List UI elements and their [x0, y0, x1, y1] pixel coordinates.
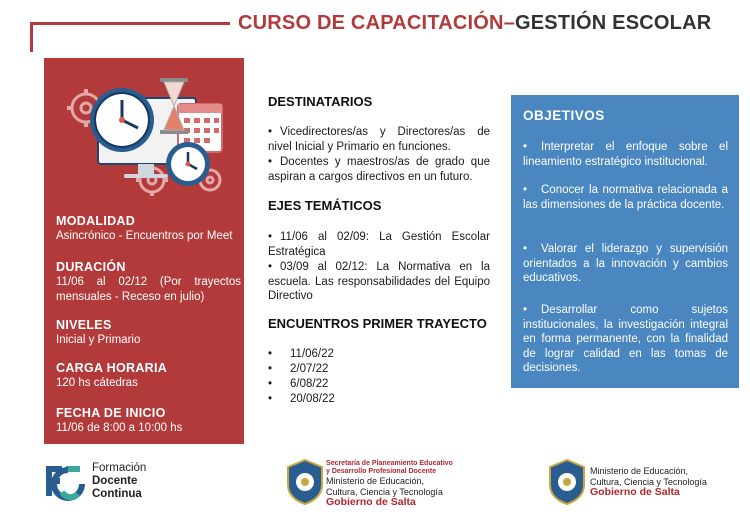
- destinatarios-heading: DESTINATARIOS: [268, 94, 373, 109]
- secretaria-gov: Gobierno de Salta: [326, 496, 416, 508]
- secretaria-small-line2: y Desarrollo Profesional Docente: [326, 468, 437, 475]
- decorative-stripe: [0, 441, 750, 447]
- objetivo-text: Interpretar el enfoque sobre el lineamiento estratégico institucional.: [523, 141, 728, 168]
- bullet: •: [268, 378, 273, 390]
- formacion-docente-logo-icon: [40, 458, 88, 506]
- list-item: [268, 377, 335, 392]
- ministerio-gov: Gobierno de Salta: [590, 486, 680, 498]
- fdc-line1: Formación: [92, 462, 147, 474]
- objetivo-text: Valorar el liderazgo y supervisión orientados a la innovación y cambios educativos.: [523, 243, 728, 284]
- list-item: [268, 347, 335, 362]
- title-dash: –: [503, 12, 516, 34]
- niveles-value: Inicial y Primario: [56, 334, 141, 346]
- salta-coat-of-arms-icon: [286, 459, 324, 505]
- ejes-item: [268, 260, 490, 304]
- bullet: •: [268, 126, 273, 138]
- destinatarios-item-text: Docentes y maestros/as de grado que aspiran a cargos directivos en un futuro.: [268, 156, 490, 183]
- title-part2: GESTIÓN ESCOLAR: [515, 12, 712, 34]
- duracion-value: 11/06 al 02/12 (Por trayectos mensuales - Receso en julio): [56, 276, 241, 303]
- modalidad-value: Asincrónico - Encuentros por Meet: [56, 230, 233, 242]
- objetivos-panel: [511, 95, 739, 388]
- title-part1: CURSO DE CAPACITACIÓN: [238, 12, 504, 34]
- carga-horaria-heading: CARGA HORARIA: [56, 361, 168, 375]
- fecha-inicio-value: 11/06 de 8:00 a 10:00 hs: [56, 422, 183, 434]
- destinatarios-item: [268, 125, 490, 154]
- duracion-section: [56, 260, 241, 305]
- clocks-illustration-icon: [60, 68, 230, 208]
- fdc-line2: Docente: [92, 475, 138, 487]
- formacion-docente-logo-text: [92, 462, 146, 501]
- encuentro-date: 11/06/22: [290, 348, 334, 360]
- objetivo-item: [523, 183, 728, 212]
- ejes-item-text: 03/09 al 02/12: La Normativa en la escuela. Las responsabilidades del Equipo Directivo: [268, 261, 490, 302]
- bullet: •: [523, 141, 528, 153]
- bullet: •: [268, 231, 273, 243]
- destinatarios-item-text: Vicedirectores/as y Directores/as de nivel Inicial y Primario en funciones.: [268, 126, 490, 153]
- modalidad-heading: MODALIDAD: [56, 214, 136, 228]
- niveles-heading: NIVELES: [56, 318, 112, 332]
- bullet: •: [268, 393, 273, 405]
- ejes-heading: EJES TEMÁTICOS: [268, 198, 382, 213]
- secretaria-logo-text: [326, 460, 453, 508]
- page-title: [238, 12, 711, 35]
- list-item: [268, 392, 335, 407]
- objetivo-item: [523, 242, 728, 286]
- bullet: •: [523, 184, 528, 196]
- course-info-panel: [44, 58, 244, 444]
- frame-line-top: [30, 22, 230, 25]
- ejes-item: [268, 230, 490, 259]
- encuentro-date: 20/08/22: [290, 393, 335, 405]
- objetivo-item: [523, 303, 728, 376]
- destinatarios-item: [268, 155, 490, 184]
- fdc-line3: Continua: [92, 488, 142, 500]
- bullet: •: [523, 304, 528, 316]
- bullet: •: [268, 348, 273, 360]
- objetivo-text: Conocer la normativa relacionada a las dimensiones de la práctica docente.: [523, 184, 728, 211]
- ministerio-line2: Cultura, Ciencia y Tecnología: [590, 476, 707, 487]
- secretaria-small-line1: Secretaría de Planeamiento Educativo: [326, 460, 453, 467]
- bullet: •: [268, 261, 273, 273]
- secretaria-line2: Cultura, Ciencia y Tecnología: [326, 486, 443, 497]
- fecha-inicio-section: [56, 406, 241, 436]
- ministerio-logo-text: [590, 466, 707, 498]
- ejes-item-text: 11/06 al 02/09: La Gestión Escolar Estratégica: [268, 231, 490, 258]
- encuentro-date: 6/08/22: [290, 378, 329, 390]
- duracion-heading: DURACIÓN: [56, 260, 126, 274]
- list-item: [268, 362, 335, 377]
- bullet: •: [523, 243, 528, 255]
- objetivo-item: [523, 140, 728, 169]
- secretaria-line1: Ministerio de Educación,: [326, 476, 425, 486]
- encuentros-list: [268, 347, 335, 407]
- fecha-inicio-heading: FECHA DE INICIO: [56, 406, 166, 420]
- niveles-section: [56, 318, 241, 348]
- bullet: •: [268, 156, 273, 168]
- frame-line-left: [30, 22, 33, 52]
- bullet: •: [268, 363, 273, 375]
- carga-horaria-value: 120 hs cátedras: [56, 377, 138, 389]
- objetivos-heading: OBJETIVOS: [523, 108, 605, 123]
- encuentro-date: 2/07/22: [290, 363, 329, 375]
- modalidad-section: [56, 214, 241, 244]
- carga-horaria-section: [56, 361, 241, 391]
- encuentros-heading: ENCUENTROS PRIMER TRAYECTO: [268, 316, 487, 331]
- objetivo-text: Desarrollar como sujetos institucionales, la investigación integral en forma permanente, con la finalidad de lograr calidad en las tomas de decisiones.: [523, 304, 728, 374]
- salta-coat-of-arms-icon: [548, 459, 586, 505]
- ministerio-line1: Ministerio de Educación,: [590, 466, 689, 476]
